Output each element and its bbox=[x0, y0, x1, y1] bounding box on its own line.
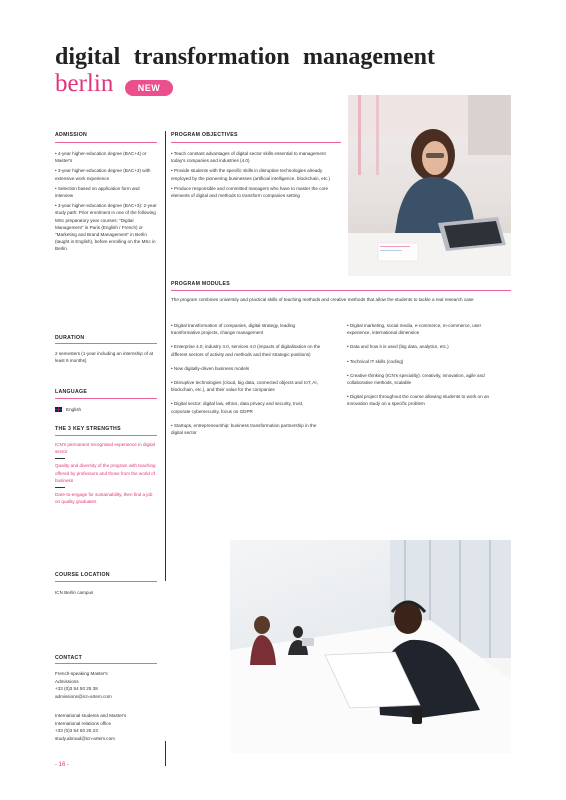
admission-list bbox=[55, 150, 158, 256]
new-badge: NEW bbox=[125, 80, 173, 96]
contact-email[interactable]: study.abroad@icn-artem.com bbox=[55, 735, 115, 741]
page-subtitle: berlin bbox=[55, 70, 114, 97]
language-value: English bbox=[66, 407, 82, 412]
location-value: ICN Berlin campus bbox=[55, 590, 94, 595]
strengths-list bbox=[55, 441, 158, 508]
objectives-heading: PROGRAM OBJECTIVES bbox=[171, 132, 238, 138]
module-item: • Digital project throughout the course allowing students to work on an innovation study on a specific problem bbox=[347, 394, 490, 407]
strength-item: Quality and diversity of the program with teaching offered by professors and those from the world of business bbox=[55, 463, 156, 483]
contact-email[interactable]: admissions@icn-artem.com bbox=[55, 693, 112, 699]
admission-item: • 3-year higher-education degree (BAC+3): 2-year study path: Prior enrolment in one of the following MSc preparatory year courses: "Digital Management" in Paris (English / French) or "Marketing and Brand Management" in Berlin (taught in English), before enrolling on the MSc in Berlin. bbox=[55, 203, 157, 252]
module-item: • New digitally-driven business models bbox=[171, 365, 250, 371]
modules-left-list bbox=[171, 322, 321, 443]
modules-rule bbox=[171, 290, 511, 291]
sidebar-divider bbox=[165, 131, 166, 581]
strength-divider bbox=[55, 487, 65, 488]
language-heading: LANGUAGE bbox=[55, 389, 88, 395]
contact-line: Admissions bbox=[55, 678, 79, 684]
contact-heading: CONTACT bbox=[55, 655, 83, 661]
strength-item: ICN's permanent recognised experience in digital sector bbox=[55, 442, 155, 455]
contact-phone[interactable]: +33 (0)3 54 50 25 23 bbox=[55, 728, 98, 734]
module-item: • Creative thinking (ICN's speciality): creativity, innovation, agile and collaborative methods, scalable bbox=[347, 372, 485, 386]
contact-line: International students and Master's bbox=[55, 713, 127, 718]
admission-item: • 4-year higher-education degree (BAC+4) or Master's bbox=[55, 151, 147, 164]
module-item: • Technical IT skills (coding) bbox=[347, 358, 404, 364]
contact-block bbox=[55, 712, 158, 742]
modules-heading: PROGRAM MODULES bbox=[171, 281, 230, 287]
contact-phone[interactable]: +33 (0)3 54 50 25 38 bbox=[55, 686, 98, 692]
language-rule bbox=[55, 398, 157, 399]
objective-item: • Teach constant advantages of digital sector skills essential to management today's companies and industries (4.0) bbox=[171, 151, 326, 164]
duration-rule bbox=[55, 343, 157, 344]
modules-right-list bbox=[347, 322, 505, 415]
strengths-rule bbox=[55, 435, 157, 436]
contact-line: French-speaking Master's bbox=[55, 671, 108, 676]
page-title: digital transformation management bbox=[55, 44, 435, 70]
page-number: - 16 - bbox=[55, 762, 70, 768]
contact-line: International relations office bbox=[55, 720, 112, 726]
language-value-row bbox=[55, 406, 158, 413]
objectives-rule bbox=[171, 142, 341, 143]
contact-rule bbox=[55, 663, 157, 664]
study-space-photo bbox=[230, 540, 511, 753]
modules-intro: The program combines university and practical skills of teaching methods and creative methods that allow the students to tackle a real research case bbox=[171, 297, 474, 302]
student-laptop-photo bbox=[348, 95, 511, 276]
location-rule bbox=[55, 581, 157, 582]
location-heading: COURSE LOCATION bbox=[55, 572, 110, 578]
module-item: • Digital sector: digital law, ethics, data privacy and security, trust, corporate cybersecurity, focus on GDPR bbox=[171, 401, 304, 414]
module-item: • Disruptive technologies (cloud, big data, connected objects and IoT, AI, blockchain, etc.), and their value for the companies bbox=[171, 380, 318, 393]
duration-heading: DURATION bbox=[55, 335, 85, 341]
module-item: • Enterprise 4.0, industry 4.0, services 4.0 (impacts of digitalisation on the different sectors of activity and methods and their strategic positions) bbox=[171, 344, 321, 357]
admission-item: • Selection based on application form and interview bbox=[55, 185, 140, 199]
admission-rule bbox=[55, 142, 157, 143]
footer-divider bbox=[165, 741, 166, 766]
objective-item: • Produce responsible and committed managers who have to master the core elements of digital and methods to transform companies setting bbox=[171, 185, 329, 199]
strength-item: Dare-to-engage for sustainability, then find a job on quality graduates bbox=[55, 492, 153, 505]
contact-block bbox=[55, 670, 158, 700]
module-item: • Digital transformation of companies, digital strategy, leading transformative projects, change management bbox=[171, 323, 296, 336]
duration-text: 2 semesters (1-year including an internship of at least 6 months) bbox=[55, 351, 154, 364]
admission-heading: ADMISSION bbox=[55, 132, 88, 138]
objectives-list bbox=[171, 150, 331, 202]
uk-flag-icon bbox=[55, 407, 62, 412]
admission-item: • 3-year higher-education degree (BAC+3) with extensive work experience bbox=[55, 168, 151, 181]
module-item: • Data and how it is used (big data, analytics, etc.) bbox=[347, 344, 449, 350]
module-item: • Digital marketing, social media, e-commerce, m-commerce, user experience, international dimension bbox=[347, 323, 482, 336]
module-item: • Startups, entrepreneurship: business transformation partnership in the digital sector bbox=[171, 422, 317, 436]
strengths-heading: THE 3 KEY STRENGTHS bbox=[55, 426, 121, 432]
strength-divider bbox=[55, 458, 65, 459]
objective-item: • Provide students with the specific skills in disruptive technologies already employed by the pioneering businesses (artificial intelligence, blockchain, etc.) bbox=[171, 168, 331, 181]
